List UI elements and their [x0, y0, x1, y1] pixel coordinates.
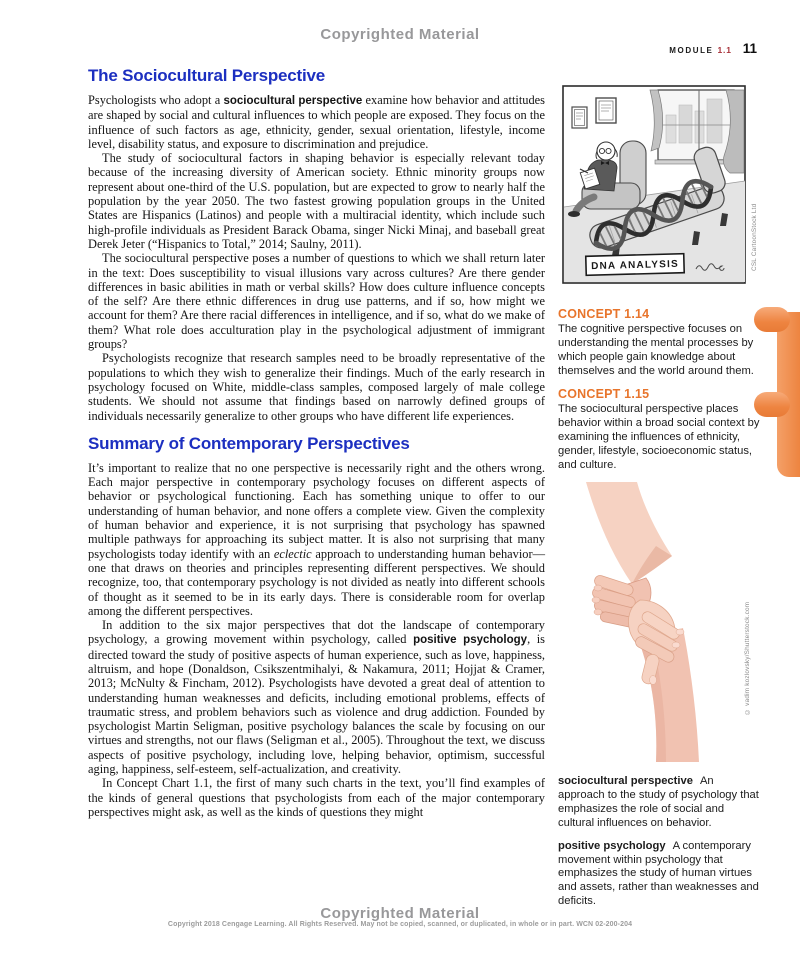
- glossary-entry: [558, 775, 760, 831]
- tab-nub-icon: [754, 392, 790, 417]
- paragraph: In addition to the six major perspectives that dot the landscape of contemporary psychology, a growing movement within psychology, called positive psychology, is directed toward the study of positive aspects of human experience, such as love, happiness, altruism, and hope (Donaldson, Csikszentmihalyi, & Nakamura, 2011; Hojjat & Cramer, 2013; McNulty & Fincham, 2012). Psychologists have devoted a great deal of attention to understanding human weaknesses and deficits, including emotional problems, effects of traumatic stress, and problem behaviors such as violence and drug addiction. Founded by psychologist Martin Seligman, positive psychology balances the scale by focusing on our virtues and strengths, not our flaws (Seligman et al., 2005). Throughout the text, we discuss aspects of positive psychology, including love, helping behavior, optimism, successful aging, happiness, self-esteem, self-actualization, and creativity.: [88, 618, 545, 777]
- glossary-definition: An approach to the study of psychology that emphasizes the role of social and cultural influences on behavior.: [558, 775, 759, 829]
- page-header: [669, 41, 757, 56]
- concept-body: The sociocultural perspective places behavior within a broad social context by examining the influences of ethnicity, gender, lifestyle, socioeconomic status, and culture.: [558, 403, 760, 471]
- module-number: 1.1: [717, 45, 732, 55]
- bottom-watermark: Copyrighted Material: [320, 905, 480, 922]
- cartoon-caption: DNA ANALYSIS: [591, 258, 680, 273]
- photo-credit: © vadim kozlovsky/Shutterstock.com: [744, 601, 751, 715]
- hands-illustration: [556, 482, 746, 762]
- paragraph: It’s important to realize that no one perspective is necessarily right and the others wrong. Each major perspective in contemporary psychology focuses on different aspects of behavior or psychological functioning. Each has something unique to offer to our understanding of human behavior, and none offers a complete view. Given the complexity of human behavior and experience, it is not surprising that psychology has spawned multiple pathways for approaching its subject matter. It is also not surprising that many psychologists today identify with an eclectic approach to understanding human behavior—one that draws on theories and principles representing different perspectives. We should recognize, too, that contemporary psychology is not divided as neatly into different schools of thought as it seemed to be in its early days. There is considerable room for overlap among the different perspectives.: [88, 460, 545, 618]
- cartoon-credit: CSL CartoonStock Ltd: [751, 203, 758, 271]
- paragraph: The study of sociocultural factors in shaping behavior is especially relevant today because of the increasing diversity of American society. Ethnic minority groups now represent about one-third of the U.S. population, but are expected to grow to nearly half the population by the year 2050. The two fastest growing population groups in the United States are Hispanics (Latinos) and people with a multiracial identity, which include such high-profile individuals as President Barack Obama, singer Nicki Minaj, and baseball great Derek Jeter (“Hispanics to Total,” 2014; Saulny, 2011).: [88, 151, 545, 251]
- cartoon-illustration: [562, 85, 746, 285]
- dna-analysis-cartoon: [562, 85, 746, 290]
- main-text-column: [88, 66, 545, 819]
- glossary-definition: A contemporary movement within psychology that emphasizes the study of human virtues and assets, rather than weaknesses and deficits.: [558, 839, 759, 908]
- chapter-edge-tabs: [754, 305, 800, 480]
- concept-title: CONCEPT 1.14: [558, 307, 650, 321]
- top-watermark: Copyrighted Material: [320, 26, 480, 43]
- concept-title: CONCEPT 1.15: [558, 387, 650, 401]
- paragraph: Psychologists recognize that research samples need to be broadly representative of the populations to which they wish to generalize their findings. Much of the early research in psychology focused on White, middle-class samples, composed largely of male college students. We should not assume that findings based on narrowly defined groups of individuals necessarily generalize to other groups who have different life experiences.: [88, 351, 545, 423]
- concept-1-14: [558, 307, 760, 379]
- section-title-summary: Summary of Contemporary Perspectives: [88, 433, 410, 453]
- tab-nub-icon: [754, 307, 790, 332]
- helping-hands-photo: [556, 482, 746, 767]
- glossary-term: positive psychology: [558, 839, 666, 852]
- page-number: 11: [742, 41, 757, 56]
- module-label: MODULE: [669, 46, 714, 55]
- section-title-sociocultural: The Sociocultural Perspective: [88, 66, 326, 85]
- concept-1-15: [558, 387, 760, 473]
- concept-body: The cognitive perspective focuses on understanding the mental processes by which people gain knowledge about themselves and the world around them.: [558, 323, 754, 377]
- glossary-entry: [558, 840, 760, 910]
- paragraph: Psychologists who adopt a sociocultural perspective examine how behavior and attitudes are shaped by social and cultural influences to which people are exposed. They focus on the influence of such factors as age, ethnicity, gender, sexual orientation, lifestyle, income level, disability status, and exposure to discrimination and prejudice.: [88, 93, 545, 151]
- glossary-term: sociocultural perspective: [558, 775, 693, 787]
- margin-glossary: [558, 775, 760, 918]
- paragraph: The sociocultural perspective poses a number of questions to which we shall return later in the text: Does susceptibility to visual illusions vary across cultures? Are there gender differences in basic abilities in math or verbal skills? How does culture influence concepts of the self? Are there ethnic differences in drug use patterns, and if so, how might we account for them? Are there racial differences in intelligence, and if so, what do we make of them? What role does acculturation play in the psychological adjustment of immigrant groups?: [88, 251, 545, 352]
- paragraph: In Concept Chart 1.1, the first of many such charts in the text, you’ll find examples of the kinds of general questions that psychologists from each of the major contemporary perspectives might ask, as well as the kinds of questions they might: [88, 776, 545, 819]
- copyright-footer: Copyright 2018 Cengage Learning. All Rights Reserved. May not be copied, scanned, or duplicated, in whole or in part. WCN 02-200-204: [167, 921, 633, 928]
